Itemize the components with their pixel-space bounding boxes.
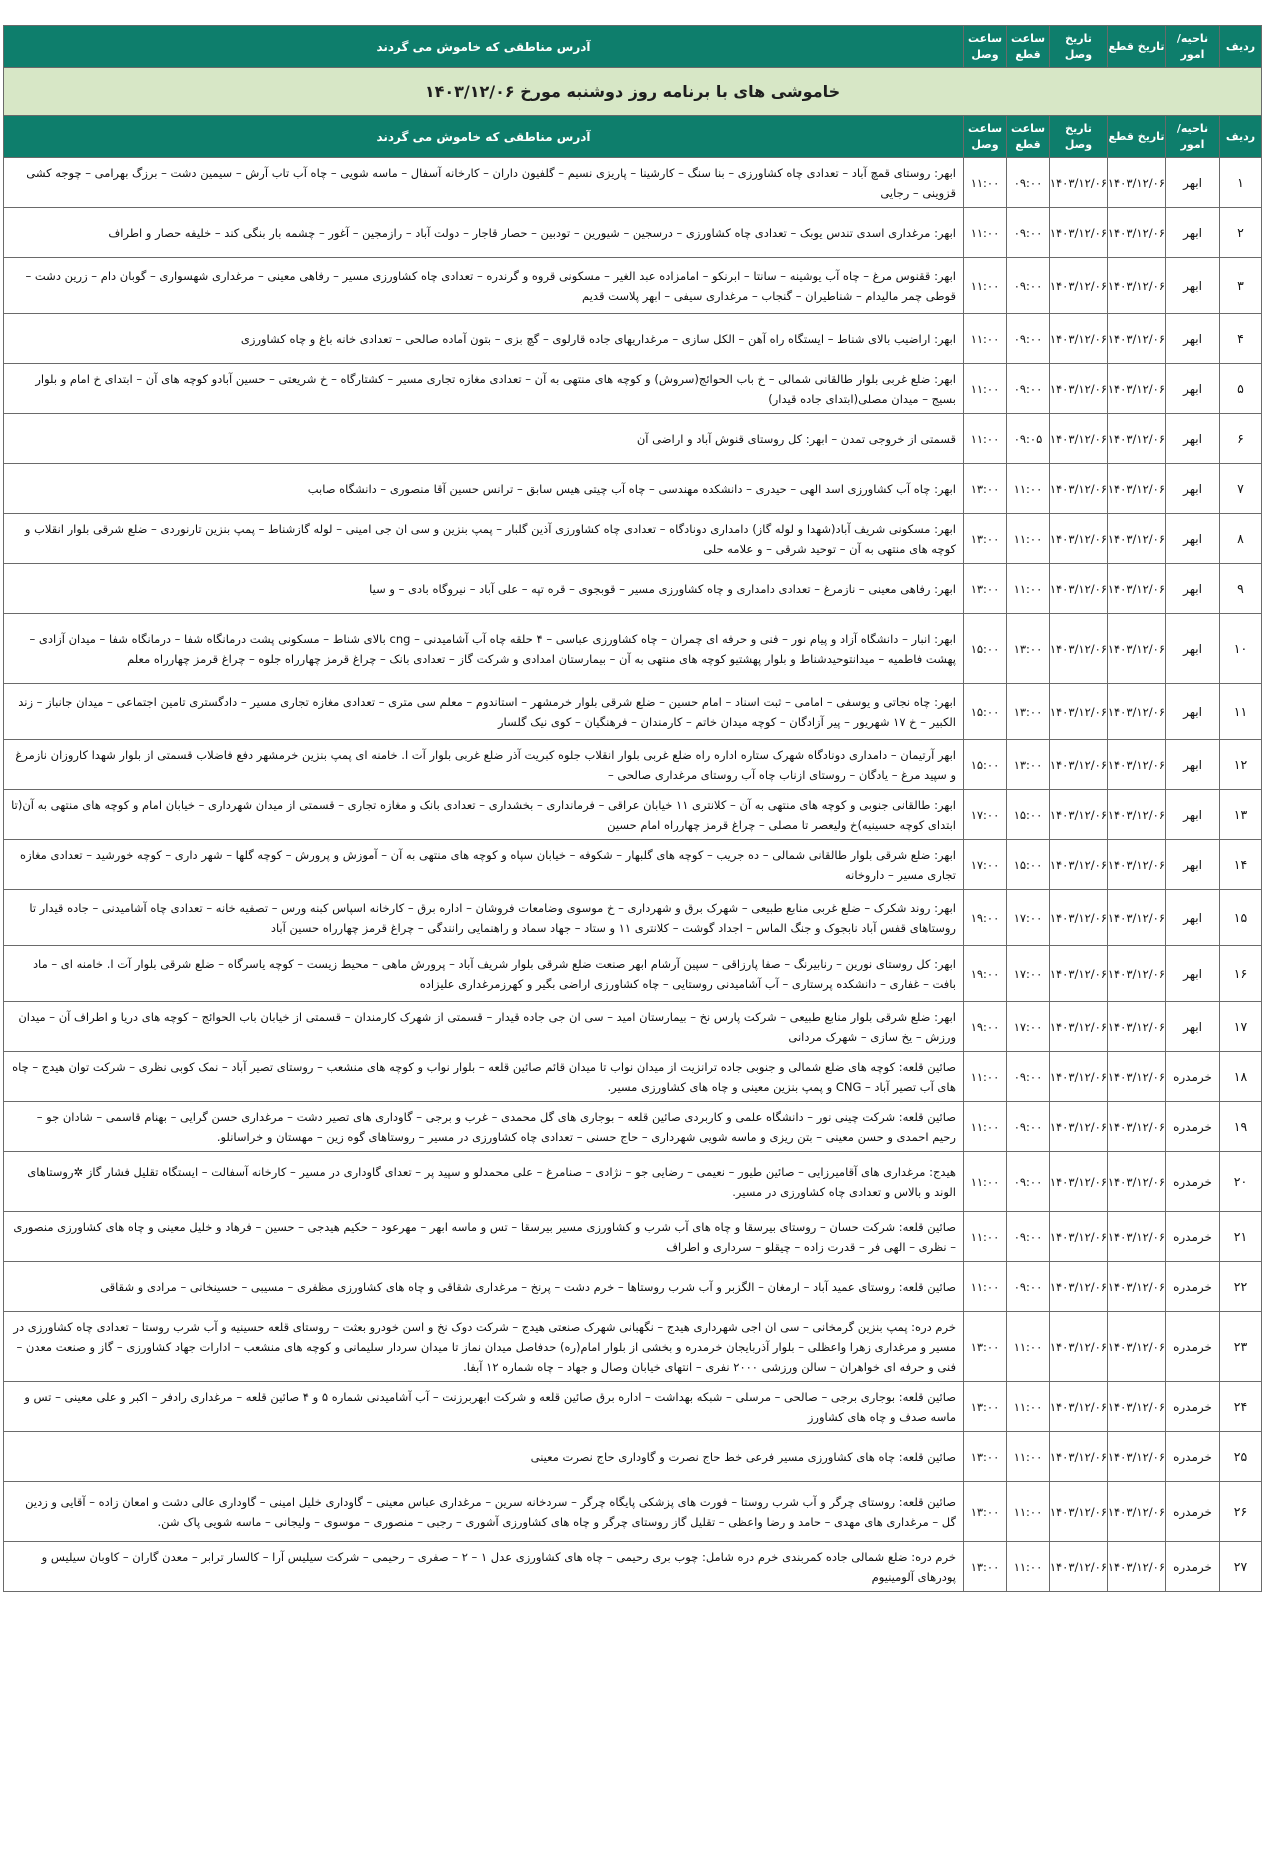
area-cell: ابهر — [1166, 1002, 1220, 1052]
row-number: ۶ — [1220, 414, 1262, 464]
table-row — [4, 364, 1262, 414]
cut-date-cell: ۱۴۰۳/۱۲/۰۶ — [1108, 684, 1166, 740]
table-row — [4, 1432, 1262, 1482]
address-cell: ابهر: روستای قمچ آباد – تعدادی چاه کشاورزی – بنا سنگ – کارشینا – پاریزی نسیم – گلفیون داران – کارخانه آسفال – ماسه شویی – چاه آب تاب آرش – سیمین دشت – برزگ بهرامی – چوجه کشی قزوینی – رجایی — [4, 158, 964, 208]
row-number: ۲۱ — [1220, 1212, 1262, 1262]
cut-date-cell: ۱۴۰۳/۱۲/۰۶ — [1108, 514, 1166, 564]
col-connect-date-header: تاریخ وصل — [1050, 116, 1108, 158]
table-row — [4, 464, 1262, 514]
table-row — [4, 790, 1262, 840]
col-address-header: آدرس مناطقی که خاموش می گردند — [4, 116, 964, 158]
connect-time-cell: ۱۳:۰۰ — [964, 1482, 1007, 1542]
row-number: ۵ — [1220, 364, 1262, 414]
connect-time-cell: ۱۷:۰۰ — [964, 840, 1007, 890]
cut-date-cell: ۱۴۰۳/۱۲/۰۶ — [1108, 158, 1166, 208]
area-cell: ابهر — [1166, 890, 1220, 946]
address-cell: ابهر: ضلع شرقی بلوار طالقانی شمالی – ده جریب – کوچه های گلبهار – شکوفه – خیابان سپاه و کوچه های منتهی به آن – آموزش و پرورش – کوچه گلها – شهر داری – کوچه خورشید – تعدادی مغازه تجاری مسیر – داروخانه — [4, 840, 964, 890]
cut-time-cell: ۱۳:۰۰ — [1007, 684, 1050, 740]
cut-date-cell: ۱۴۰۳/۱۲/۰۶ — [1108, 564, 1166, 614]
col-connect-time-header: ساعت وصل — [964, 26, 1007, 68]
cut-date-cell: ۱۴۰۳/۱۲/۰۶ — [1108, 1002, 1166, 1052]
connect-time-cell: ۱۳:۰۰ — [964, 464, 1007, 514]
cut-time-cell: ۱۷:۰۰ — [1007, 1002, 1050, 1052]
address-cell: هیدج: مرغداری های آقامیرزایی – صائین طیور – نعیمی – رضایی جو – نژادی – صنامرغ – علی محمدلو و سپید پر – تعدای گاوداری در مسیر – کارخانه آسفالت – ایستگاه تقلیل فشار گاز ✲روستاهای الوند و بالاس و تعدادی چاه کشاورزی در مسیر. — [4, 1152, 964, 1212]
address-cell: صائین قلعه: روستای عمید آباد – ارمغان – الگزبر و آب شرب روستاها – خرم دشت – پرنخ – مرغداری شقاقی و چاه های کشاورزی مظفری – مسیبی – حسینخانی – مرادی و شقاقی — [4, 1262, 964, 1312]
connect-date-cell: ۱۴۰۳/۱۲/۰۶ — [1050, 258, 1108, 314]
connect-date-cell: ۱۴۰۳/۱۲/۰۶ — [1050, 314, 1108, 364]
cut-time-cell: ۱۷:۰۰ — [1007, 946, 1050, 1002]
connect-time-cell: ۱۱:۰۰ — [964, 1052, 1007, 1102]
area-cell: ابهر — [1166, 258, 1220, 314]
area-cell: خرمدره — [1166, 1432, 1220, 1482]
cut-date-cell: ۱۴۰۳/۱۲/۰۶ — [1108, 740, 1166, 790]
page-title: خاموشی های با برنامه روز دوشنبه مورخ ۱۴۰۳/۱۲/۰۶ — [4, 68, 1262, 116]
address-cell: قسمتی از خروجی تمدن – ابهر: کل روستای قنوش آباد و اراضی آن — [4, 414, 964, 464]
area-cell: ابهر — [1166, 946, 1220, 1002]
area-cell: ابهر — [1166, 464, 1220, 514]
connect-time-cell: ۱۱:۰۰ — [964, 1102, 1007, 1152]
cut-time-cell: ۰۹:۰۰ — [1007, 258, 1050, 314]
connect-date-cell: ۱۴۰۳/۱۲/۰۶ — [1050, 1482, 1108, 1542]
cut-date-cell: ۱۴۰۳/۱۲/۰۶ — [1108, 208, 1166, 258]
connect-time-cell: ۱۱:۰۰ — [964, 1262, 1007, 1312]
area-cell: ابهر — [1166, 364, 1220, 414]
connect-date-cell: ۱۴۰۳/۱۲/۰۶ — [1050, 1002, 1108, 1052]
table-row — [4, 1482, 1262, 1542]
cut-date-cell: ۱۴۰۳/۱۲/۰۶ — [1108, 890, 1166, 946]
cut-time-cell: ۱۱:۰۰ — [1007, 1432, 1050, 1482]
title-row — [4, 68, 1262, 116]
area-cell: خرمدره — [1166, 1382, 1220, 1432]
address-cell: صائین قلعه: چاه های کشاورزی مسیر فرعی خط حاج نصرت و گاوداری حاج نصرت معینی — [4, 1432, 964, 1482]
cut-time-cell: ۱۵:۰۰ — [1007, 840, 1050, 890]
address-cell: ابهر: ضلع شرقی بلوار منابع طبیعی – شرکت پارس نخ – بیمارستان امید – سی ان جی جاده قیدار – قسمتی از شهرک کارمندان – قسمتی از خیابان باب الحوائج – کوچه های دریا و اطراف آن – میدان ورزش – یخ سازی – شهرک مردانی — [4, 1002, 964, 1052]
cut-time-cell: ۱۳:۰۰ — [1007, 740, 1050, 790]
address-cell: ابهر: مسکونی شریف آباد(شهدا و لوله گاز) دامداری دونادگاه – تعدادی چاه کشاورزی آذین گلبار – پمپ بنزین و سی ان جی امینی – لوله گازشناط – پمپ بنزین تارنوردی – ضلع شرقی بلوار انقلاب و کوچه های منتهی به آن – توحید شرقی – و علامه حلی — [4, 514, 964, 564]
cut-time-cell: ۱۱:۰۰ — [1007, 464, 1050, 514]
col-cut-time-header: ساعت قطع — [1007, 26, 1050, 68]
row-number: ۱۸ — [1220, 1052, 1262, 1102]
col-row-header: ردیف — [1220, 26, 1262, 68]
connect-time-cell: ۱۳:۰۰ — [964, 1312, 1007, 1382]
address-cell: ابهر: مرغداری اسدی تندس یوبک – تعدادی چاه کشاورزی – درسجین – شیورین – تودبین – حصار قاجار – دولت آباد – رازمجین – آغور – چشمه بار بنگی کند – خلیفه حصار و اطراف — [4, 208, 964, 258]
connect-date-cell: ۱۴۰۳/۱۲/۰۶ — [1050, 1102, 1108, 1152]
area-cell: ابهر — [1166, 414, 1220, 464]
row-number: ۸ — [1220, 514, 1262, 564]
connect-time-cell: ۱۱:۰۰ — [964, 364, 1007, 414]
table-row — [4, 314, 1262, 364]
cut-time-cell: ۰۹:۰۰ — [1007, 158, 1050, 208]
connect-time-cell: ۱۵:۰۰ — [964, 614, 1007, 684]
row-number: ۲۴ — [1220, 1382, 1262, 1432]
address-cell: ابهر: انبار – دانشگاه آزاد و پیام نور – فنی و حرفه ای چمران – چاه کشاورزی عباسی – ۴ حلقه چاه آب آشامیدنی – cng بالای شناط – مسکونی پشت درمانگاه شفا – درمانگاه شفا – میدان آزادی – پهشت فاطمیه – میدانتوحیدشناط و بلوار پهشتیو کوچه های منتهی به آن – بیمارستان امدادی و شرکت گاز – تعدادی بانک – چراغ قرمز چهارراه جلوه – چراغ قرمز چهارراه معلم — [4, 614, 964, 684]
table-row — [4, 1382, 1262, 1432]
col-cut-date-header: تاریخ قطع — [1108, 26, 1166, 68]
cut-date-cell: ۱۴۰۳/۱۲/۰۶ — [1108, 1312, 1166, 1382]
area-cell: خرمدره — [1166, 1482, 1220, 1542]
cut-date-cell: ۱۴۰۳/۱۲/۰۶ — [1108, 1382, 1166, 1432]
cut-date-cell: ۱۴۰۳/۱۲/۰۶ — [1108, 1052, 1166, 1102]
connect-date-cell: ۱۴۰۳/۱۲/۰۶ — [1050, 840, 1108, 890]
cut-time-cell: ۰۹:۰۰ — [1007, 1102, 1050, 1152]
cut-time-cell: ۰۹:۰۰ — [1007, 314, 1050, 364]
cut-date-cell: ۱۴۰۳/۱۲/۰۶ — [1108, 946, 1166, 1002]
connect-date-cell: ۱۴۰۳/۱۲/۰۶ — [1050, 1052, 1108, 1102]
connect-date-cell: ۱۴۰۳/۱۲/۰۶ — [1050, 514, 1108, 564]
cut-date-cell: ۱۴۰۳/۱۲/۰۶ — [1108, 1262, 1166, 1312]
cut-time-cell: ۰۹:۰۰ — [1007, 1262, 1050, 1312]
row-number: ۱۰ — [1220, 614, 1262, 684]
area-cell: خرمدره — [1166, 1212, 1220, 1262]
connect-time-cell: ۱۹:۰۰ — [964, 946, 1007, 1002]
connect-time-cell: ۱۵:۰۰ — [964, 684, 1007, 740]
connect-time-cell: ۱۳:۰۰ — [964, 514, 1007, 564]
address-cell: ابهر: چاه نجاتی و یوسفی – امامی – ثبت اسناد – امام حسین – ضلع شرقی بلوار خرمشهر – استاندوم – معلم سی متری – تعدادی مغازه تجاری مسیر – دادگستری تامین اجتماعی – میدان جانباز – زند الکبیر – خ ۱۷ شهریور – پیر آزادگان – کوچه میدان خاتم – کارمندان – فرهنگیان – کوی نیک گلسار — [4, 684, 964, 740]
cut-date-cell: ۱۴۰۳/۱۲/۰۶ — [1108, 1152, 1166, 1212]
table-row — [4, 158, 1262, 208]
cut-date-cell: ۱۴۰۳/۱۲/۰۶ — [1108, 1542, 1166, 1592]
address-cell: صائین قلعه: شرکت چینی نور – دانشگاه علمی و کاربردی صائین قلعه – بوجاری های گل محمدی – غرب و برجی – گاوداری های تصیر دشت – مرغداری حسن گرایی – بهنام قاسمی – شادان جو – رحیم احمدی و حسن معینی – بتن ریزی و ماسه شویی شهرداری – حاج حسنی – تعدادی چاه کشاورزی در مسیر – روستاهای گوه زین – مهستان و خراسانلو. — [4, 1102, 964, 1152]
cut-time-cell: ۱۱:۰۰ — [1007, 1312, 1050, 1382]
address-cell: صائین قلعه: شرکت حسان – روستای بیرسقا و چاه های آب شرب و کشاورزی مسیر بیرسقا – تس و ماسه ابهر – مهرعود – حکیم هیدجی – حسین – فرهاد و خلیل معینی و چاه های کشاورزی منصوری – نظری – الهی فر – قدرت زاده – چیقلو – سرداری و اطراف — [4, 1212, 964, 1262]
table-row — [4, 1542, 1262, 1592]
connect-date-cell: ۱۴۰۳/۱۲/۰۶ — [1050, 1382, 1108, 1432]
col-row-header: ردیف — [1220, 116, 1262, 158]
table-row — [4, 1312, 1262, 1382]
connect-time-cell: ۱۱:۰۰ — [964, 1152, 1007, 1212]
table-row — [4, 1002, 1262, 1052]
outage-schedule-page — [3, 25, 1261, 1592]
connect-date-cell: ۱۴۰۳/۱۲/۰۶ — [1050, 1542, 1108, 1592]
table-row — [4, 840, 1262, 890]
cut-date-cell: ۱۴۰۳/۱۲/۰۶ — [1108, 614, 1166, 684]
connect-date-cell: ۱۴۰۳/۱۲/۰۶ — [1050, 1212, 1108, 1262]
address-cell: خرم دره: پمپ بنزین گرمخانی – سی ان اجی شهرداری هیدج – نگهبانی شهرک صنعتی هیدج – شرکت دوک نخ و اسن خودرو بعثت – روستای قلعه حسینیه و آب شرب روستا – تعدادی چاه کشاورزی در مسیر و مرغداری زهرا واعظلی – بلوار آذربایجان خرمدره و بخشی از بلوار امام(ره) حدفاصل میدان نماز تا میدان سردار سلیمانی و کوچه های منشعب – ادارات جهاد کشاورزی – گاز و صنعت معدن – فنی و حرفه ای خواهران – سالن ورزشی ۲۰۰۰ نفری – انتهای خیابان وصال و جهاد – چاه شماره ۱۲ آبفا. — [4, 1312, 964, 1382]
area-cell: ابهر — [1166, 314, 1220, 364]
table-row — [4, 614, 1262, 684]
address-cell: ابهر: ضلع غربی بلوار طالقانی شمالی – خ باب الحوائج(سروش) و کوچه های منتهی به آن – تعدادی مغازه تجاری مسیر – کشتارگاه – خ شریعتی – حسین آبادو کوچه های آن – ابتدای خ امام و بلوار بسیج – میدان مصلی(ابتدای جاده قیدار) — [4, 364, 964, 414]
connect-date-cell: ۱۴۰۳/۱۲/۰۶ — [1050, 158, 1108, 208]
cut-date-cell: ۱۴۰۳/۱۲/۰۶ — [1108, 1102, 1166, 1152]
connect-date-cell: ۱۴۰۳/۱۲/۰۶ — [1050, 464, 1108, 514]
second-header-row — [4, 116, 1262, 158]
connect-time-cell: ۱۹:۰۰ — [964, 1002, 1007, 1052]
cut-date-cell: ۱۴۰۳/۱۲/۰۶ — [1108, 364, 1166, 414]
table-row — [4, 1212, 1262, 1262]
row-number: ۱۷ — [1220, 1002, 1262, 1052]
table-row — [4, 684, 1262, 740]
row-number: ۱۶ — [1220, 946, 1262, 1002]
col-cut-time-header: ساعت قطع — [1007, 116, 1050, 158]
connect-date-cell: ۱۴۰۳/۱۲/۰۶ — [1050, 208, 1108, 258]
table-row — [4, 208, 1262, 258]
area-cell: ابهر — [1166, 158, 1220, 208]
connect-date-cell: ۱۴۰۳/۱۲/۰۶ — [1050, 1432, 1108, 1482]
col-connect-date-header: تاریخ وصل — [1050, 26, 1108, 68]
cut-date-cell: ۱۴۰۳/۱۲/۰۶ — [1108, 1482, 1166, 1542]
connect-date-cell: ۱۴۰۳/۱۲/۰۶ — [1050, 890, 1108, 946]
table-row — [4, 1102, 1262, 1152]
area-cell: ابهر — [1166, 740, 1220, 790]
table-row — [4, 890, 1262, 946]
cut-time-cell: ۱۱:۰۰ — [1007, 1382, 1050, 1432]
row-number: ۲۳ — [1220, 1312, 1262, 1382]
table-row — [4, 740, 1262, 790]
col-connect-time-header: ساعت وصل — [964, 116, 1007, 158]
row-number: ۲۷ — [1220, 1542, 1262, 1592]
connect-date-cell: ۱۴۰۳/۱۲/۰۶ — [1050, 614, 1108, 684]
top-header-row — [4, 26, 1262, 68]
address-cell: ابهر: اراضیب بالای شناط – ایستگاه راه آهن – الکل سازی – مرغداریهای جاده قارلوی – گچ بزی – بتون آماده صالحی – تعدادی خانه باغ و چاه کشاورزی — [4, 314, 964, 364]
connect-date-cell: ۱۴۰۳/۱۲/۰۶ — [1050, 790, 1108, 840]
connect-date-cell: ۱۴۰۳/۱۲/۰۶ — [1050, 1312, 1108, 1382]
area-cell: خرمدره — [1166, 1152, 1220, 1212]
table-row — [4, 414, 1262, 464]
row-number: ۴ — [1220, 314, 1262, 364]
table-body — [4, 158, 1262, 1592]
address-cell: ابهر: طالقانی جنوبی و کوچه های منتهی به آن – کلانتری ۱۱ خیابان عراقی – فرمانداری – بخشداری – تعدادی بانک و مغازه تجاری – قسمتی از میدان شهرداری – خیابان امام و کوچه های منتهی به آن(تا ابتدای کوچه حسینیه)خ ولیعصر تا مصلی – چراغ قرمز چهارراه امام حسین — [4, 790, 964, 840]
connect-date-cell: ۱۴۰۳/۱۲/۰۶ — [1050, 684, 1108, 740]
row-number: ۱۲ — [1220, 740, 1262, 790]
area-cell: خرمدره — [1166, 1102, 1220, 1152]
connect-time-cell: ۱۳:۰۰ — [964, 564, 1007, 614]
row-number: ۱۳ — [1220, 790, 1262, 840]
address-cell: ابهر: روند شکرک – ضلع غربی منابع طبیعی – شهرک برق و شهرداری – خ موسوی وضامعات فروشان – اداره برق – کارخانه اسپاس کبنه ورس – تصفیه خانه – تعدادی چاه آشامیدنی – جاده قیدار تا روستاهای قفس آباد نابجوک و جنگ الماس – اجداد گوشت – کلانتری ۱۱ و ستاد – جهاد سماد و راهنمایی رانندگی – چراغ قرمز چهارراه حسین آباد — [4, 890, 964, 946]
address-cell: صائین قلعه: روستای چرگر و آب شرب روستا – فورت های پزشکی پایگاه چرگر – سردخانه سرین – مرغداری عباس معینی – گاوداری خلیل امینی – گاوداری عالی دشت و امعان زاده – آقایی و زدین گل – مرغداری های مهدی – حامد و رضا واعظی – تقلیل گاز روستای چرگر و چاه های کشاورزی آشوری – رجبی – منصوری – موسوی – ولیجانی – ماسه شویی پاک شن. — [4, 1482, 964, 1542]
area-cell: ابهر — [1166, 684, 1220, 740]
table-row — [4, 564, 1262, 614]
address-cell: صائین قلعه: کوچه های ضلع شمالی و جنوبی جاده ترانزیت از میدان نواب تا میدان قائم صائین قلعه – بلوار نواب و کوچه های منشعب – روستای تصیر آباد – نمک کوبی نظری – شرکت توان هیدج – چاه های آب تصیر آباد – CNG و پمپ بنزین معینی و چاه های کشاورزی مسیر. — [4, 1052, 964, 1102]
cut-time-cell: ۱۱:۰۰ — [1007, 564, 1050, 614]
area-cell: ابهر — [1166, 614, 1220, 684]
address-cell: صائین قلعه: بوجاری برجی – صالحی – مرسلی – شبکه بهداشت – اداره برق صائین قلعه و شرکت ابهربرزنت – آب آشامیدنی شماره ۵ و ۴ صائین قلعه – مرغداری رادفر – اکبر و علی معینی – تس و ماسه صدف و چاه های کشاورز — [4, 1382, 964, 1432]
connect-time-cell: ۱۱:۰۰ — [964, 1212, 1007, 1262]
row-number: ۲۶ — [1220, 1482, 1262, 1542]
row-number: ۲۰ — [1220, 1152, 1262, 1212]
area-cell: ابهر — [1166, 840, 1220, 890]
row-number: ۲ — [1220, 208, 1262, 258]
cut-date-cell: ۱۴۰۳/۱۲/۰۶ — [1108, 1212, 1166, 1262]
table-row — [4, 258, 1262, 314]
cut-date-cell: ۱۴۰۳/۱۲/۰۶ — [1108, 314, 1166, 364]
connect-time-cell: ۱۷:۰۰ — [964, 790, 1007, 840]
cut-time-cell: ۱۱:۰۰ — [1007, 514, 1050, 564]
table-row — [4, 1262, 1262, 1312]
connect-date-cell: ۱۴۰۳/۱۲/۰۶ — [1050, 740, 1108, 790]
cut-time-cell: ۰۹:۰۰ — [1007, 1212, 1050, 1262]
connect-time-cell: ۱۳:۰۰ — [964, 1382, 1007, 1432]
area-cell: خرمدره — [1166, 1312, 1220, 1382]
connect-time-cell: ۱۱:۰۰ — [964, 414, 1007, 464]
connect-time-cell: ۱۳:۰۰ — [964, 1432, 1007, 1482]
area-cell: خرمدره — [1166, 1052, 1220, 1102]
connect-date-cell: ۱۴۰۳/۱۲/۰۶ — [1050, 1152, 1108, 1212]
area-cell: ابهر — [1166, 564, 1220, 614]
cut-time-cell: ۱۱:۰۰ — [1007, 1482, 1050, 1542]
cut-date-cell: ۱۴۰۳/۱۲/۰۶ — [1108, 464, 1166, 514]
connect-date-cell: ۱۴۰۳/۱۲/۰۶ — [1050, 414, 1108, 464]
address-cell: ابهر: ققنوس مرغ – چاه آب یوشینه – سانتا – ابرنکو – امامزاده عبد الغیر – مسکونی قروه و گرندره – تعدادی چاه کشاورزی مسیر – رفاهی معینی – مرغداری شهسواری – گوبان دام – زرین دشت – قوطی چمر مالیدام – شناطیران – گنجاب – مرغداری سیفی – ابهر پلاست قدیم — [4, 258, 964, 314]
cut-date-cell: ۱۴۰۳/۱۲/۰۶ — [1108, 258, 1166, 314]
cut-time-cell: ۰۹:۰۰ — [1007, 364, 1050, 414]
cut-time-cell: ۱۳:۰۰ — [1007, 614, 1050, 684]
address-cell: خرم دره: ضلع شمالی جاده کمربندی خرم دره شامل: چوب بری رحیمی – چاه های کشاورزی عدل ۱ – ۲ – صفری – رحیمی – شرکت سیلیس آرا – کالسار ترابر – معدن گاران – کاوبان سیلیس و پودرهای آلومینیوم — [4, 1542, 964, 1592]
cut-time-cell: ۰۹:۰۰ — [1007, 1152, 1050, 1212]
table-row — [4, 1152, 1262, 1212]
row-number: ۱۴ — [1220, 840, 1262, 890]
row-number: ۲۵ — [1220, 1432, 1262, 1482]
address-cell: ابهر: چاه آب کشاورزی اسد الهی – حیدری – دانشکده مهندسی – چاه آب چیتی هیس سابق – ترانس حسین آقا منصوری – دانشگاه صابب — [4, 464, 964, 514]
row-number: ۷ — [1220, 464, 1262, 514]
row-number: ۳ — [1220, 258, 1262, 314]
cut-time-cell: ۰۹:۰۰ — [1007, 208, 1050, 258]
connect-time-cell: ۱۵:۰۰ — [964, 740, 1007, 790]
connect-time-cell: ۱۱:۰۰ — [964, 158, 1007, 208]
connect-time-cell: ۱۳:۰۰ — [964, 1542, 1007, 1592]
connect-time-cell: ۱۹:۰۰ — [964, 890, 1007, 946]
connect-date-cell: ۱۴۰۳/۱۲/۰۶ — [1050, 364, 1108, 414]
table-row — [4, 514, 1262, 564]
row-number: ۱ — [1220, 158, 1262, 208]
area-cell: خرمدره — [1166, 1262, 1220, 1312]
connect-date-cell: ۱۴۰۳/۱۲/۰۶ — [1050, 1262, 1108, 1312]
row-number: ۹ — [1220, 564, 1262, 614]
connect-date-cell: ۱۴۰۳/۱۲/۰۶ — [1050, 564, 1108, 614]
cut-date-cell: ۱۴۰۳/۱۲/۰۶ — [1108, 840, 1166, 890]
area-cell: خرمدره — [1166, 1542, 1220, 1592]
address-cell: ابهر آرتیمان – دامداری دونادگاه شهرک ستاره اداره راه ضلع غربی بلوار انقلاب جلوه کبریت آذر ضلع غربی بلوار آت ا. خامنه ای پمپ بنزین خرمشهر دفع فاضلاب قسمتی از بلوار شهدا کاروزان نازمرغ و سپید مرغ – یادگان – روستای ازناب چاه آب روستای مرغداری صالحی – — [4, 740, 964, 790]
col-area-header: ناحیه/امور — [1166, 26, 1220, 68]
col-cut-date-header: تاریخ قطع — [1108, 116, 1166, 158]
row-number: ۱۹ — [1220, 1102, 1262, 1152]
connect-time-cell: ۱۱:۰۰ — [964, 208, 1007, 258]
cut-time-cell: ۱۱:۰۰ — [1007, 1542, 1050, 1592]
cut-date-cell: ۱۴۰۳/۱۲/۰۶ — [1108, 1432, 1166, 1482]
table-row — [4, 1052, 1262, 1102]
connect-date-cell: ۱۴۰۳/۱۲/۰۶ — [1050, 946, 1108, 1002]
col-address-header: آدرس مناطقی که خاموش می گردند — [4, 26, 964, 68]
table-row — [4, 946, 1262, 1002]
cut-time-cell: ۱۵:۰۰ — [1007, 790, 1050, 840]
row-number: ۱۵ — [1220, 890, 1262, 946]
row-number: ۲۲ — [1220, 1262, 1262, 1312]
outage-table — [3, 25, 1262, 1592]
col-area-header: ناحیه/امور — [1166, 116, 1220, 158]
cut-time-cell: ۱۷:۰۰ — [1007, 890, 1050, 946]
address-cell: ابهر: رفاهی معینی – نازمرغ – تعدادی دامداری و چاه کشاورزی مسیر – قوبجوی – قره تپه – علی آباد – نیروگاه بادی – و سیا — [4, 564, 964, 614]
area-cell: ابهر — [1166, 208, 1220, 258]
area-cell: ابهر — [1166, 514, 1220, 564]
cut-date-cell: ۱۴۰۳/۱۲/۰۶ — [1108, 790, 1166, 840]
cut-time-cell: ۰۹:۰۵ — [1007, 414, 1050, 464]
connect-time-cell: ۱۱:۰۰ — [964, 314, 1007, 364]
row-number: ۱۱ — [1220, 684, 1262, 740]
area-cell: ابهر — [1166, 790, 1220, 840]
address-cell: ابهر: کل روستای نورین – رنابیرنگ – صفا پارزاقی – سپین آرشام ابهر صنعت ضلع شرقی بلوار شریف آباد – پرورش ماهی – محیط زیست – کوچه یاسرگاه – ضلع شرقی بلوار آت ا. خامنه ای – ماد بافت – غفاری – دانشکده پرستاری – آب آشامیدنی روستایی – چاه کشاورزی اراضی بگیر و کهرزمرغداری علیزاده — [4, 946, 964, 1002]
connect-time-cell: ۱۱:۰۰ — [964, 258, 1007, 314]
cut-time-cell: ۰۹:۰۰ — [1007, 1052, 1050, 1102]
cut-date-cell: ۱۴۰۳/۱۲/۰۶ — [1108, 414, 1166, 464]
